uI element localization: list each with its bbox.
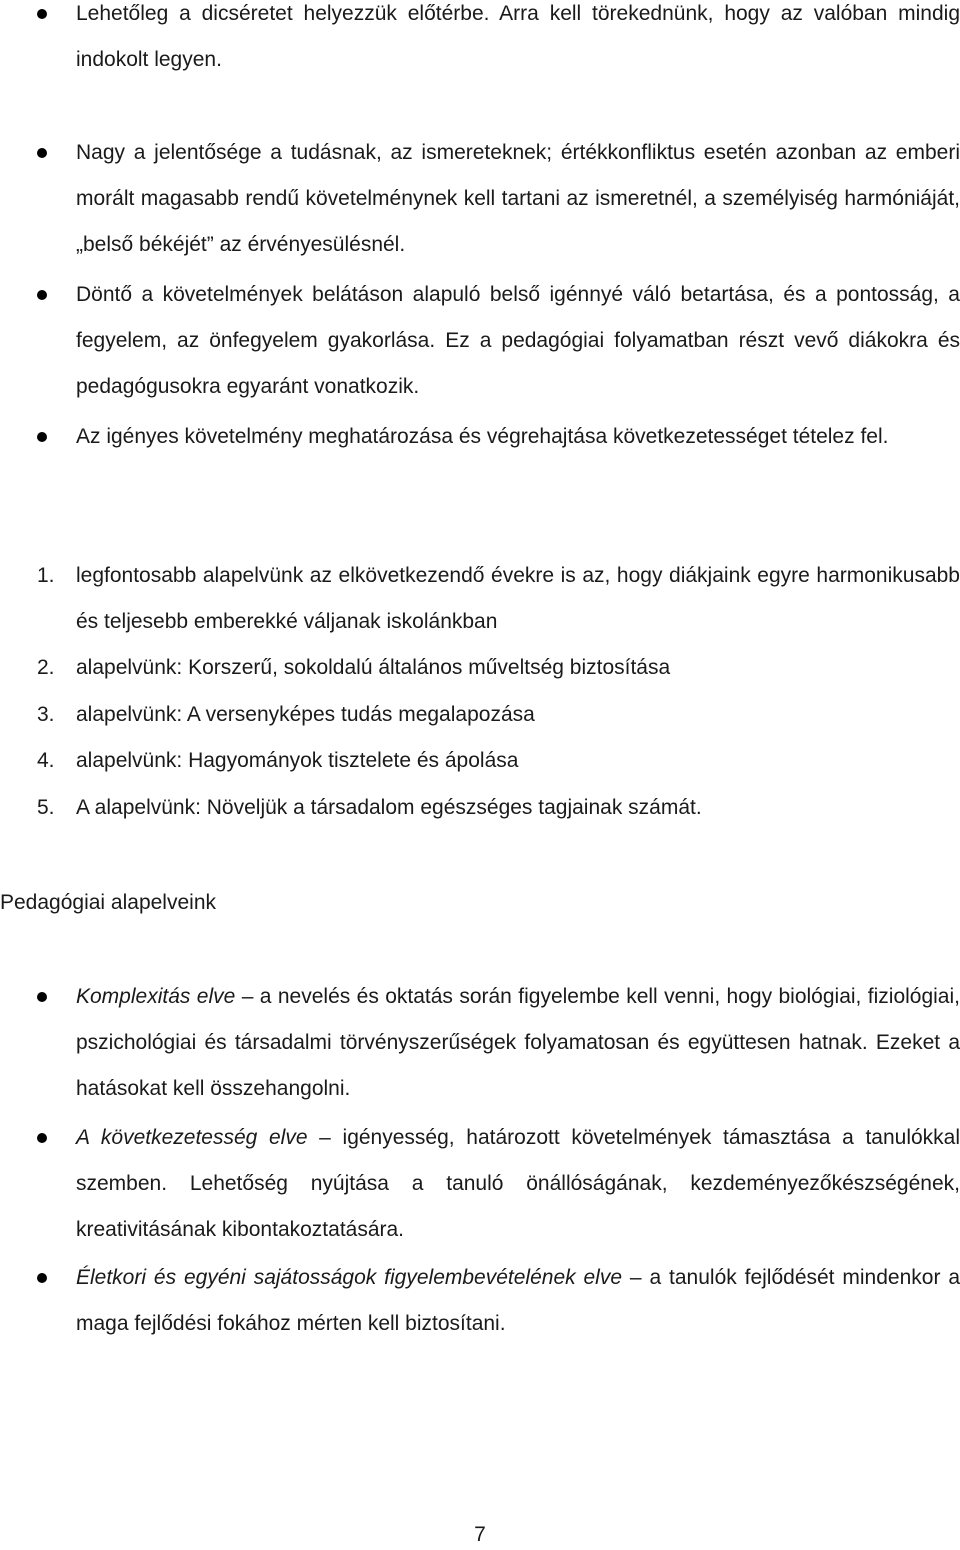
bullet-item: Nagy a jelentősége a tudásnak, az ismereteknek; értékkonfliktus esetén azonban az emberi morált magasabb rendű követelménynek kell tartani az ismeretnél, a személyiség harmóniáját, „belső békéjét” az érvényesülésnél. (76, 141, 960, 256)
principle-text: igényesség, határozott követelmények támasztása a tanulókkal szemben. Lehetőség nyújtása a tanuló önállóságának, kezdeményezőkészségének, kreativitásának kibontakoztatására. (76, 1126, 960, 1241)
term-separator: – (622, 1266, 650, 1289)
principle-item: alapelvünk: Korszerű, sokoldalú általános műveltség biztosítása (76, 656, 671, 679)
bullet-marker (37, 148, 47, 158)
ped-principle-item (76, 974, 960, 1112)
list-number: 4. (37, 749, 55, 772)
bullet-item: Az igényes követelmény meghatározása és végrehajtása következetességet tételez fel. (76, 425, 889, 448)
ped-principle-item (76, 1255, 960, 1347)
bullet-marker (37, 432, 47, 442)
list-number: 3. (37, 703, 55, 726)
principle-text: a nevelés és oktatás során figyelembe kell venni, hogy biológiai, fiziológiai, pszichológiai és társadalmi törvényszerűségek folyamatosan és együttesen hatnak. Ezeket a hatásokat kell összehangolni. (76, 985, 960, 1100)
principle-term: Életkori és egyéni sajátosságok figyelembevételének elve (76, 1266, 623, 1289)
principle-term: Komplexitás elve (76, 985, 236, 1008)
ped-principle-item (76, 1115, 960, 1253)
bullet-marker (37, 9, 47, 19)
bullet-marker (37, 290, 47, 300)
principle-item: legfontosabb alapelvünk az elkövetkezendő évekre is az, hogy diákjaink egyre harmonikusabb és teljesebb emberekké váljanak iskolánkban (76, 564, 960, 633)
section-heading: Pedagógiai alapelveink (0, 891, 216, 914)
principle-item: alapelvünk: A versenyképes tudás megalapozása (76, 703, 535, 726)
page-number: 7 (474, 1523, 486, 1546)
bullet-marker (37, 1273, 47, 1283)
principle-text: a tanulók fejlődését mindenkor a maga fejlődési fokához mérten kell biztosítani. (76, 1266, 960, 1335)
term-separator: – (235, 985, 260, 1008)
bullet-marker (37, 992, 47, 1002)
list-number: 2. (37, 656, 55, 679)
bullet-item: Lehetőleg a dicséretet helyezzük előtérbe. Arra kell törekednünk, hogy az valóban mindig indokolt legyen. (76, 2, 960, 71)
bullet-item: Döntő a követelmények belátáson alapuló belső igénnyé váló betartása, és a pontosság, a fegyelem, az önfegyelem gyakorlása. Ez a pedagógiai folyamatban részt vevő diákokra és pedagógusokra egyaránt vonatkozik. (76, 283, 960, 398)
principle-item: A alapelvünk: Növeljük a társadalom egészséges tagjainak számát. (76, 796, 702, 819)
list-number: 5. (37, 796, 55, 819)
term-separator: – (307, 1126, 343, 1149)
principle-term: A következetesség elve (76, 1126, 308, 1149)
principle-item: alapelvünk: Hagyományok tisztelete és ápolása (76, 749, 519, 772)
list-number: 1. (37, 564, 55, 587)
bullet-marker (37, 1133, 47, 1143)
